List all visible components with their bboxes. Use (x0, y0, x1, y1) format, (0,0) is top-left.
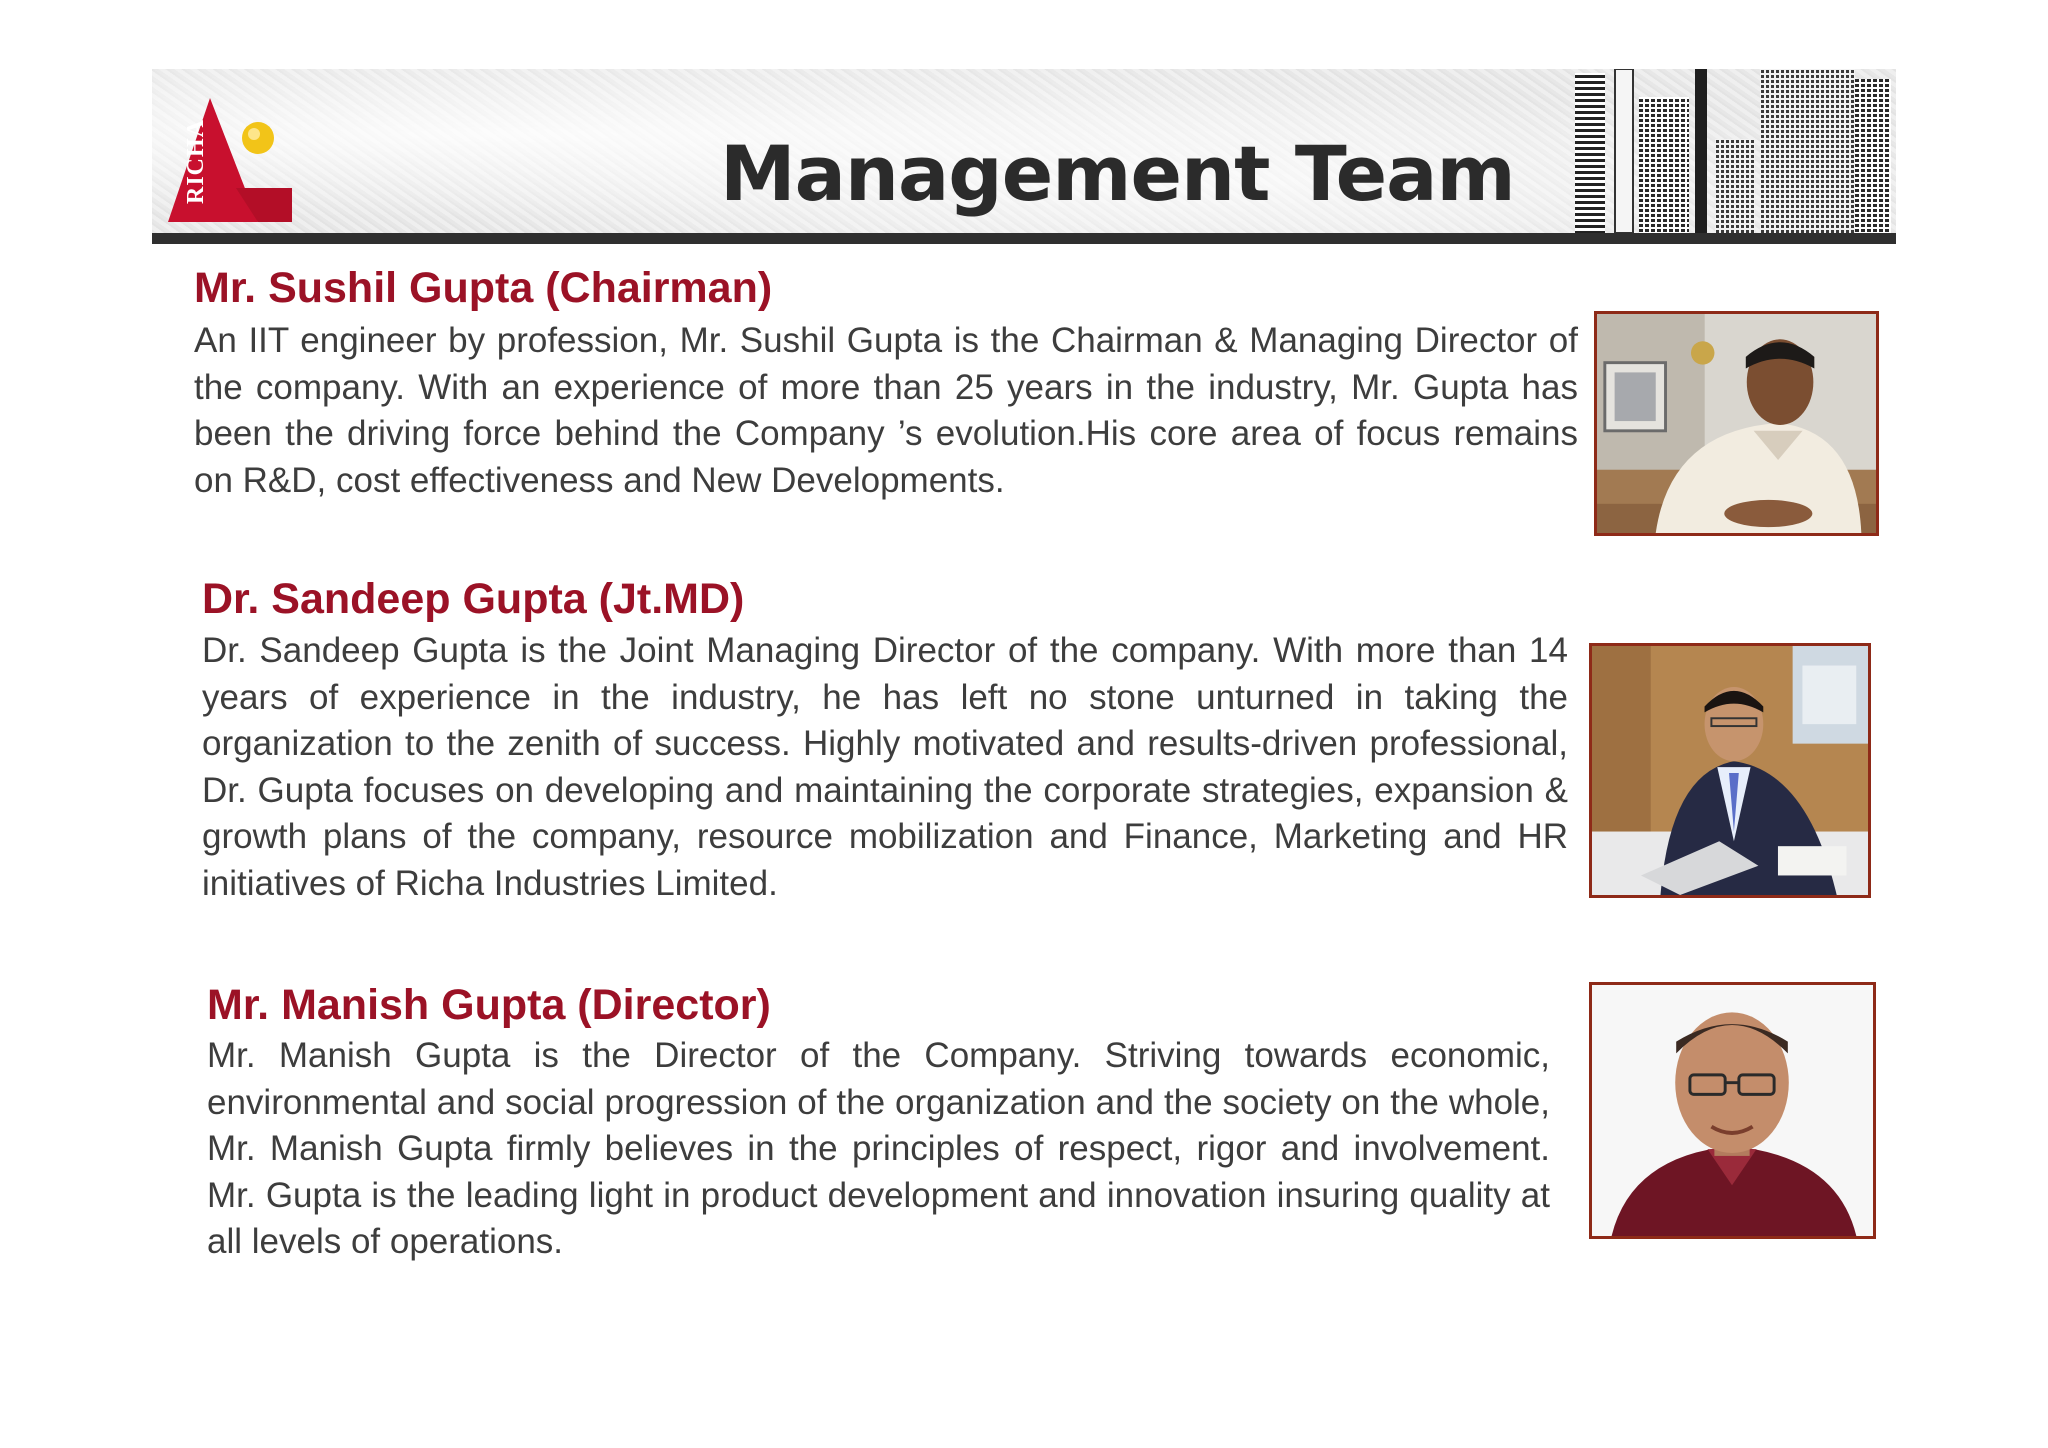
page-title: Management Team (720, 129, 1515, 218)
portrait-photo-director (1589, 982, 1876, 1239)
buildings-illustration (1555, 69, 1896, 233)
profile-name-chairman: Mr. Sushil Gupta (Chairman) (194, 264, 773, 312)
logo-text: RICHA (183, 118, 209, 204)
profile-bio-jt-md: Dr. Sandeep Gupta is the Joint Managing Director of the company. With more than 14 years of experience in the industry, he has left no stone unturned in taking the organization to the zenith of success. Highly motivated and results-driven professional, Dr. Gupta focuses on developing and maintaining the corporate strategies, expansion & growth plans of the company, resource mobilization and Finance, Marketing and HR initiatives of Richa Industries Limited. (202, 631, 1568, 903)
profile-bio-director: Mr. Manish Gupta is the Director of the Company. Striving towards economic, environmental and social progression of the organization and the society on the whole, Mr. Manish Gupta firmly believes in the principles of respect, rigor and involvement. Mr. Gupta is the leading light in product development and innovation insuring quality at all levels of operations. (207, 1036, 1550, 1261)
header-divider-bar (152, 233, 1896, 244)
profile-name-director: Mr. Manish Gupta (Director) (207, 981, 771, 1029)
profile-bio-chairman: An IIT engineer by profession, Mr. Sushil Gupta is the Chairman & Managing Director of the company. With an experience of more than 25 years in the industry, Mr. Gupta has been the driving force behind the Company ’s evolution.His core area of focus remains on R&D, cost effectiveness and New Developments. (194, 321, 1578, 500)
portrait-photo-jt-md (1589, 643, 1871, 898)
portrait-photo-chairman (1594, 311, 1879, 536)
profile-name-jt-md: Dr. Sandeep Gupta (Jt.MD) (202, 575, 745, 623)
